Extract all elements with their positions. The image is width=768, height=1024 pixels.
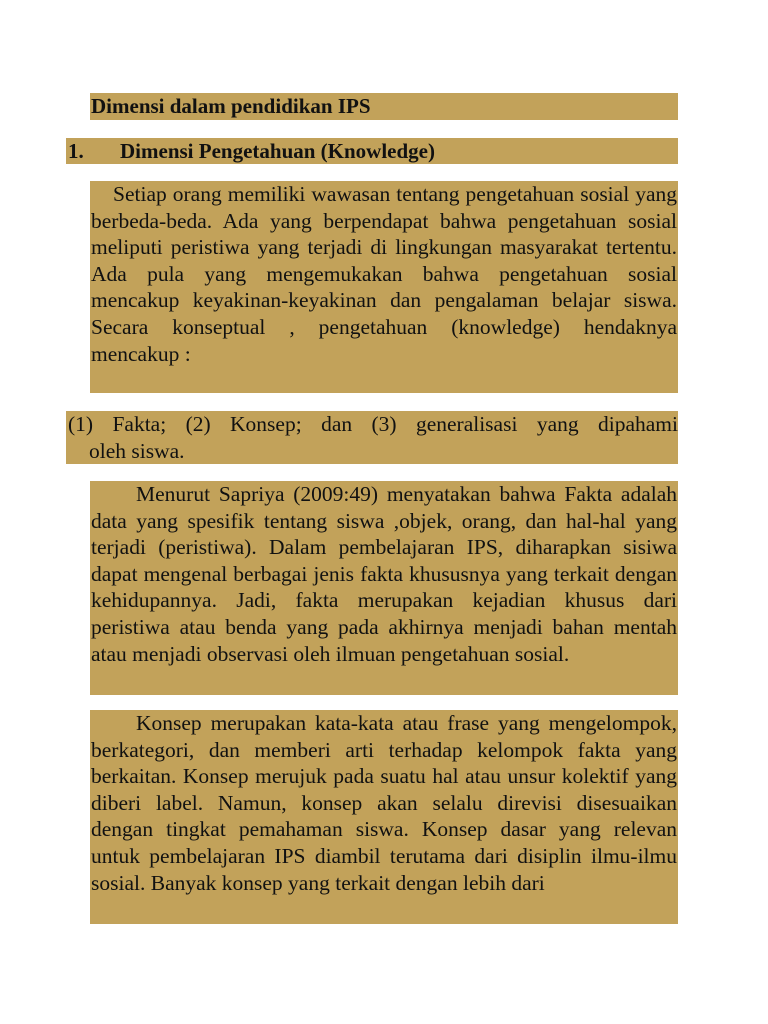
paragraph-konsep-text: Konsep merupakan kata-kata atau frase yang mengelompok, berkategori, dan memberi arti terhadap kelompok fakta yang berkaitan. Konsep merujuk pada suatu hal atau unsur kolektif yang diberi label. Namun, konsep akan selalu direvisi disesuaikan dengan tingkat pemahaman siswa. Konsep dasar yang relevan untuk pembelajaran IPS diambil terutama dari disiplin ilmu-ilmu sosial. Banyak konsep yang terkait dengan lebih dari xyxy=(91,711,677,895)
document-title xyxy=(90,93,678,120)
knowledge-list-line-1: (1) Fakta; (2) Konsep; dan (3) generalisasi yang dipahami xyxy=(68,412,678,436)
paragraph-konsep xyxy=(90,710,678,924)
paragraph-fakta-text: Menurut Sapriya (2009:49) menyatakan bahwa Fakta adalah data yang spesifik tentang siswa ,objek, orang, dan hal-hal yang terjadi (peristiwa). Dalam pembelajaran IPS, diharapkan sisiwa dapat mengenal berbagai jenis fakta khususnya yang terkait dengan kehidupannya. Jadi, fakta merupakan kejadian khusus dari peristiwa atau benda yang pada akhirnya menjadi bahan mentah atau menjadi observasi oleh ilmuan pengetahuan sosial. xyxy=(91,482,677,666)
knowledge-list xyxy=(66,411,678,464)
section-heading xyxy=(66,138,678,164)
document-title-text: Dimensi dalam pendidikan IPS xyxy=(91,94,371,118)
paragraph-knowledge-intro-text: Setiap orang memiliki wawasan tentang pengetahuan sosial yang berbeda-beda. Ada yang berpendapat bahwa pengetahuan sosial meliputi peristiwa yang terjadi di lingkungan masyarakat tertentu. Ada pula yang mengemukakan bahwa pengetahuan sosial mencakup keyakinan-keyakinan dan pengalaman belajar siswa. Secara konseptual , pengetahuan (knowledge) hendaknya mencakup : xyxy=(91,182,677,366)
paragraph-fakta xyxy=(90,481,678,695)
paragraph-knowledge-intro xyxy=(90,181,678,393)
section-heading-text: Dimensi Pengetahuan (Knowledge) xyxy=(120,139,435,163)
section-number: 1. xyxy=(68,139,84,163)
knowledge-list-line-2: oleh siswa. xyxy=(89,438,185,463)
